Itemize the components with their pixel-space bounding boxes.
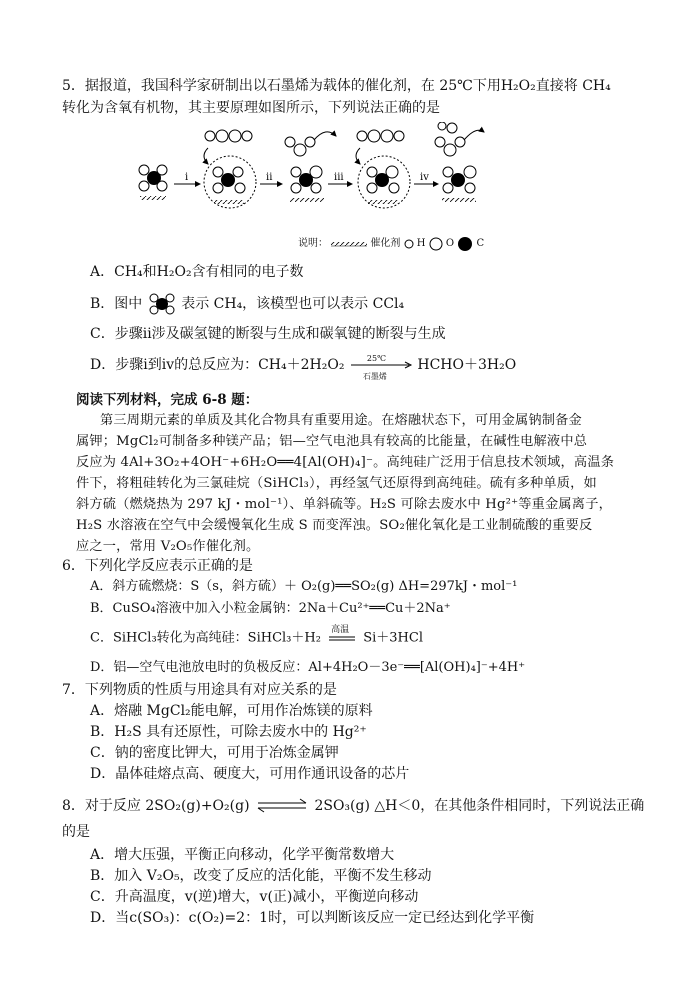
step-iii-label: iii [334,172,344,183]
q6-option-d: D．铝—空气电池放电时的负极反应：Al+4H₂O－3e⁻══[Al(OH)₄]⁻+4H⁺ [90,660,526,675]
reading-paragraph-line1: 第三周期元素的单质及其化合物具有重要用途。在熔融状态下，可用金属钠制备金 [100,413,582,428]
q5-stem-line1: 5．据报道，我国科学家研制出以石墨烯为载体的催化剂，在 25℃下用H₂O₂直接将 CH₄ [62,78,611,94]
reading-paragraph-line3: 反应为 4Al+3O₂+4OH⁻+6H₂O══4[Al(OH)₄]⁻。高纯硅广泛用于信息技术领域，高温条 [76,455,615,470]
q5-option-d: D．步骤ⅰ到ⅳ的总反应为：CH₄＋2H₂O₂ 25℃ 石墨烯 HCHO＋3H₂O [90,354,517,381]
q5-option-c: C．步骤ⅱ涉及碳氢键的断裂与生成和碳氧键的断裂与生成 [90,326,446,342]
reaction-arrow-q6: 高温 [331,625,350,635]
q8-option-b: B．加入 V₂O₅，改变了反应的活化能，平衡不发生移动 [90,868,432,884]
catalyst-legend-icon [331,240,367,248]
equilibrium-arrow-icon [254,798,310,814]
q8-option-a: A．增大压强，平衡正向移动，化学平衡常数增大 [90,847,395,863]
stage1-molecule [139,165,167,200]
q8-option-d: D．当c(SO₃)：c(O₂)=2：1时，可以判断该反应一定已经达到化学平衡 [90,910,535,926]
q8-stem-line2: 的是 [62,824,90,840]
q6-option-c: C．SiHCl₃转化为高纯硅：SiHCl₃＋H₂ 高温 Si＋3HCl [90,628,423,649]
step-i-label: i [185,172,189,183]
q8-stem-line1: 8．对于反应 2SO₂(g)+O₂(g) 2SO₃(g) △H＜0，在其他条件相同时，下列说法正确 [62,798,645,814]
diagram-legend: 说明： 催化剂 H O C [298,234,484,252]
o-atom-legend-icon [429,237,443,251]
reading-paragraph-line7: 应之一，常用 V₂O₅作催化剂。 [76,539,260,554]
methane-model-icon [147,293,177,315]
q8-option-c: C．升高温度，v(逆)增大，v(正)减小，平衡逆向移动 [90,889,419,905]
reading-paragraph-line5: 斜方硫（燃烧热为 297 kJ・mol⁻¹）、单斜硫等。H₂S 可除去废水中 Hg²⁺等重金属离子， [76,497,612,512]
h-atom-legend-icon [404,239,414,249]
reading-title: 阅读下列材料，完成 6-8 题： [76,392,259,408]
q6-option-a: A．斜方硫燃烧：S（s，斜方硫）＋ O₂(g)══SO₂(g) ΔH=297kJ・mol⁻¹ [90,579,518,594]
q7-option-d: D．晶体硅熔点高、硬度大，可用作通讯设备的芯片 [90,766,410,782]
q7-option-c: C．钠的密度比钾大，可用于冶炼金属钾 [90,745,339,761]
q6-option-b: B．CuSO₄溶液中加入小粒金属钠：2Na＋Cu²⁺══Cu＋2Na⁺ [90,601,451,616]
q5-option-a: A．CH₄和H₂O₂含有相同的电子数 [90,264,304,280]
reading-paragraph-line2: 属钾；MgCl₂可制备多种镁产品；铝—空气电池具有较高的比能量，在碱性电解液中总 [76,434,588,449]
q6-stem: 6．下列化学反应表示正确的是 [62,558,253,574]
q5-stem-line2: 转化为含氧有机物，其主要原理如图所示，下列说法正确的是 [62,100,440,116]
reaction-arrow-q5: 25℃ 石墨烯 [349,355,413,375]
q7-option-a: A．熔融 MgCl₂能电解，可用作冶炼镁的原料 [90,703,373,719]
q7-stem: 7．下列物质的性质与用途具有对应关系的是 [62,682,337,698]
step-ii-label: ii [266,172,273,183]
q7-option-b: B．H₂S 具有还原性，可除去废水中的 Hg²⁺ [90,724,367,740]
step-iv-label: iv [420,172,429,183]
stage4-molecule [356,130,410,208]
stage5-molecule [435,122,484,202]
c-atom-legend-icon [457,236,473,252]
reading-paragraph-line6: H₂S 水溶液在空气中会缓慢氧化生成 S 而变浑浊。SO₂催化氧化是工业制硫酸的重要反 [76,518,593,533]
q5-option-b: B．图中 表示 CH₄，该模型也可以表示 CCl₄ [90,293,404,315]
stage2-molecule [204,130,256,208]
reading-paragraph-line4: 件下，将粗硅转化为三氯硅烷（SiHCl₃），再经氢气还原得到高纯硅。硫有多种单质，如 [76,476,597,491]
q5-mechanism-diagram [130,122,560,252]
stage3-molecule [285,132,336,202]
